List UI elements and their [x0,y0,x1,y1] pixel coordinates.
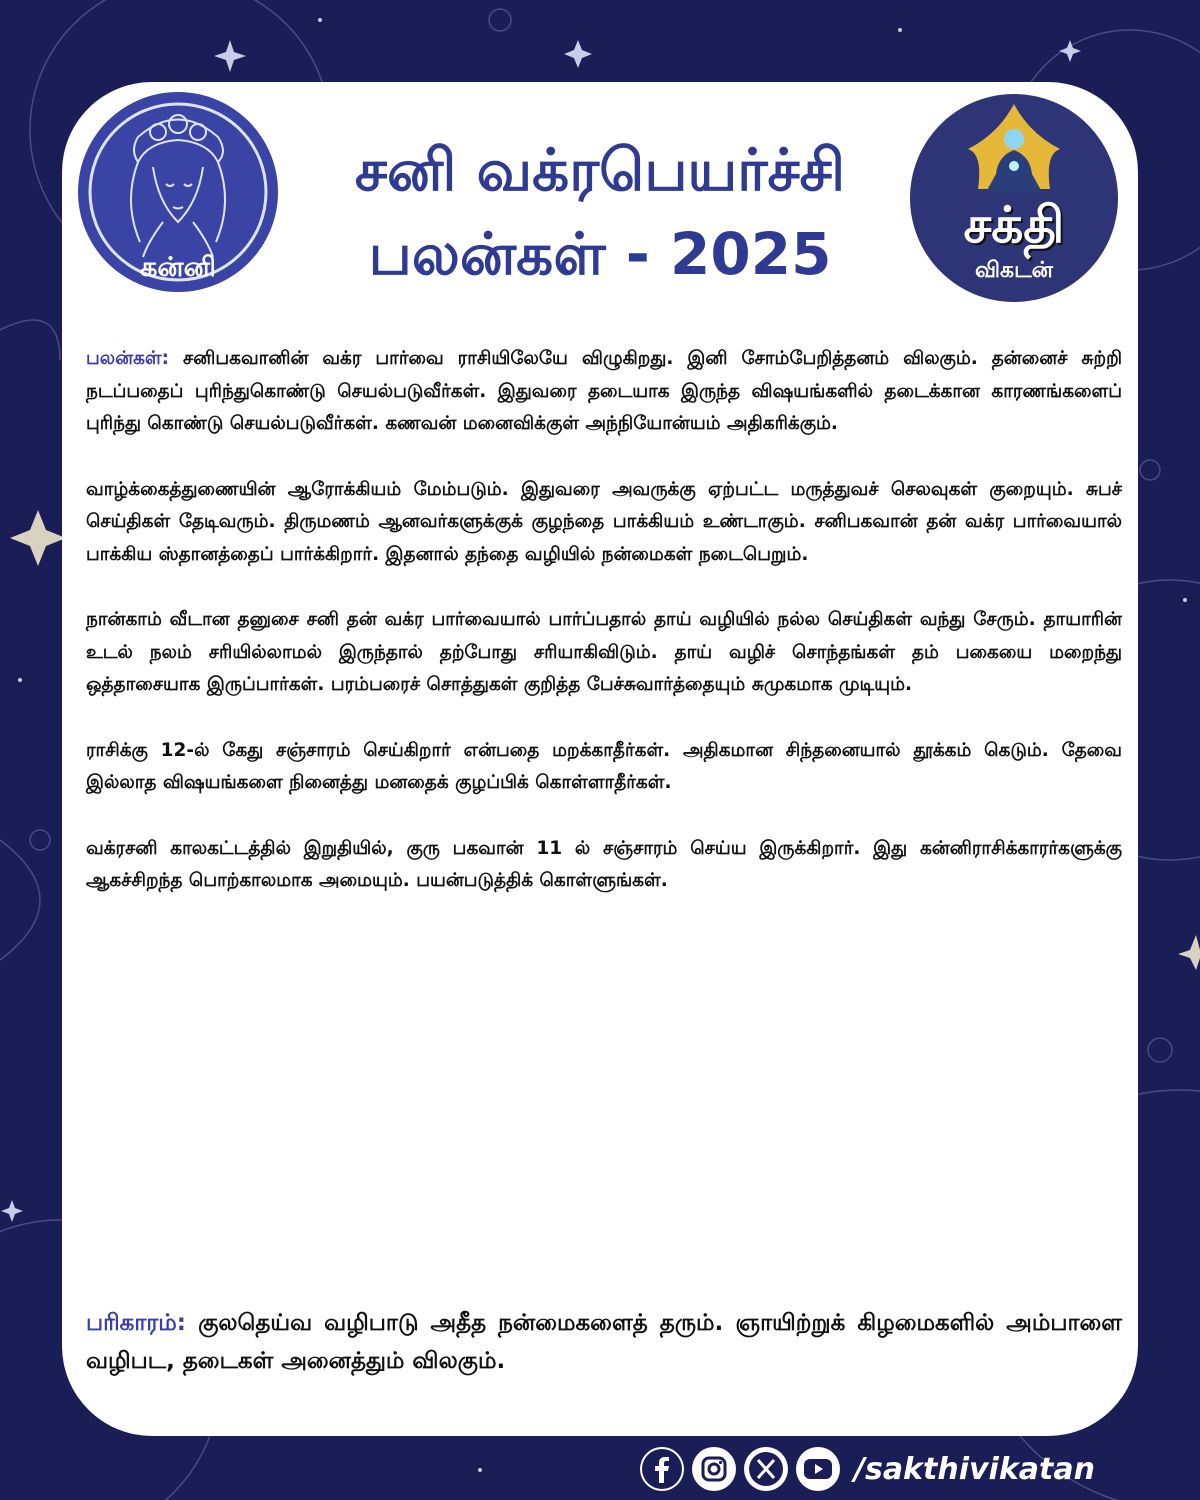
paragraph-1 [86,343,1122,441]
brand-subtitle: விகடன் [975,258,1053,283]
sakthi-vikatan-logo [910,94,1118,302]
article-body [86,343,1122,931]
paragraph-4: ராசிக்கு 12-ல் கேது சஞ்சாரம் செய்கிறார் என்பதை மறக்காதீர்கள். அதிகமான சிந்தனையால் தூக்கம் கெடும். தேவை இல்லாத விஷயங்களை நினைத்து மனதைக் குழப்பிக் கொள்ளாதீர்கள். [86,739,1122,793]
remedy-text: குலதெய்வ வழிபாடு அதீத நன்மைகளைத் தரும். ஞாயிற்றுக் கிழமைகளில் அம்பாளை வழிபட, தடைகள் அனைத்தும் விலகும். [86,1310,1122,1374]
sign-badge: கன்னி [140,252,216,283]
results-label: பலன்கள்: [86,348,169,369]
social-handle[interactable]: /sakthivikatan [854,1451,1095,1487]
paragraph-2: வாழ்க்கைத்துணையின் ஆரோக்கியம் மேம்படும். இதுவரை அவருக்கு ஏற்பட்ட மருத்துவச் செலவுகள் குறையும். சுபச் செய்திகள் தேடிவரும். திருமணம் ஆனவர்களுக்குக் குழந்தை பாக்கியம் உண்டாகும். சனிபகவான் தன் வக்ர பார்வையால் பாக்கிய ஸ்தானத்தைப் பார்க்கிறார். இதனால் தந்தை வழியில் நன்மைகள் நடைபெறும். [86,478,1122,565]
paragraph-1-text: சனிபகவானின் வக்ர பார்வை ராசியிலேயே விழுகிறது. இனி சோம்பேறித்தனம் விலகும். தன்னைச் சுற்றி நடப்பதைப் புரிந்துகொண்டு செயல்படுவீர்கள். இதுவரை தடையாக இருந்த விஷயங்களில் தடைக்கான காரணங்களைப் புரிந்து கொண்டு செயல்படுவீர்கள். கணவன் மனைவிக்குள் அந்நியோன்யம் அதிகரிக்கும். [86,348,1122,434]
paragraph-5: வக்ரசனி காலகட்டத்தில் இறுதியில், குரு பகவான் 11 ல் சஞ்சாரம் செய்ய இருக்கிறார். இது கன்னிராசிக்காரர்களுக்கு ஆகச்சிறந்த பொற்காலமாக அமையும். பயன்படுத்திக் கொள்ளுங்கள். [86,837,1122,891]
brand-name: சக்தி [963,196,1065,254]
social-bar [640,1440,1095,1498]
remedy-label: பரிகாரம்: [86,1310,186,1336]
title-line-2: பலன்கள் - 2025 [368,220,832,288]
title-line-1: சனி வக்ரபெயர்ச்சி [354,136,846,204]
virgo-sign-logo [78,92,278,292]
page-title [280,128,920,296]
remedy-section [86,1304,1122,1380]
paragraph-3: நான்காம் வீடான தனுசை சனி தன் வக்ர பார்வையால் பார்ப்பதால் தாய் வழியில் நல்ல செய்திகள் வந்து சேரும். தாயாரின் உடல் நலம் சரியில்லாமல் இருந்தால் தற்போது சரியாகிவிடும். தாய் வழிச் சொந்தங்கள் தம் பகையை மறைந்து ஒத்தாசையாக இருப்பார்கள். பரம்பரைச் சொத்துகள் குறித்த பேச்சுவார்த்தையும் சுமுகமாக முடியும். [86,609,1122,695]
youtube-icon[interactable] [796,1447,840,1491]
instagram-icon[interactable] [692,1447,736,1491]
x-icon[interactable] [744,1447,788,1491]
facebook-icon[interactable] [640,1447,684,1491]
